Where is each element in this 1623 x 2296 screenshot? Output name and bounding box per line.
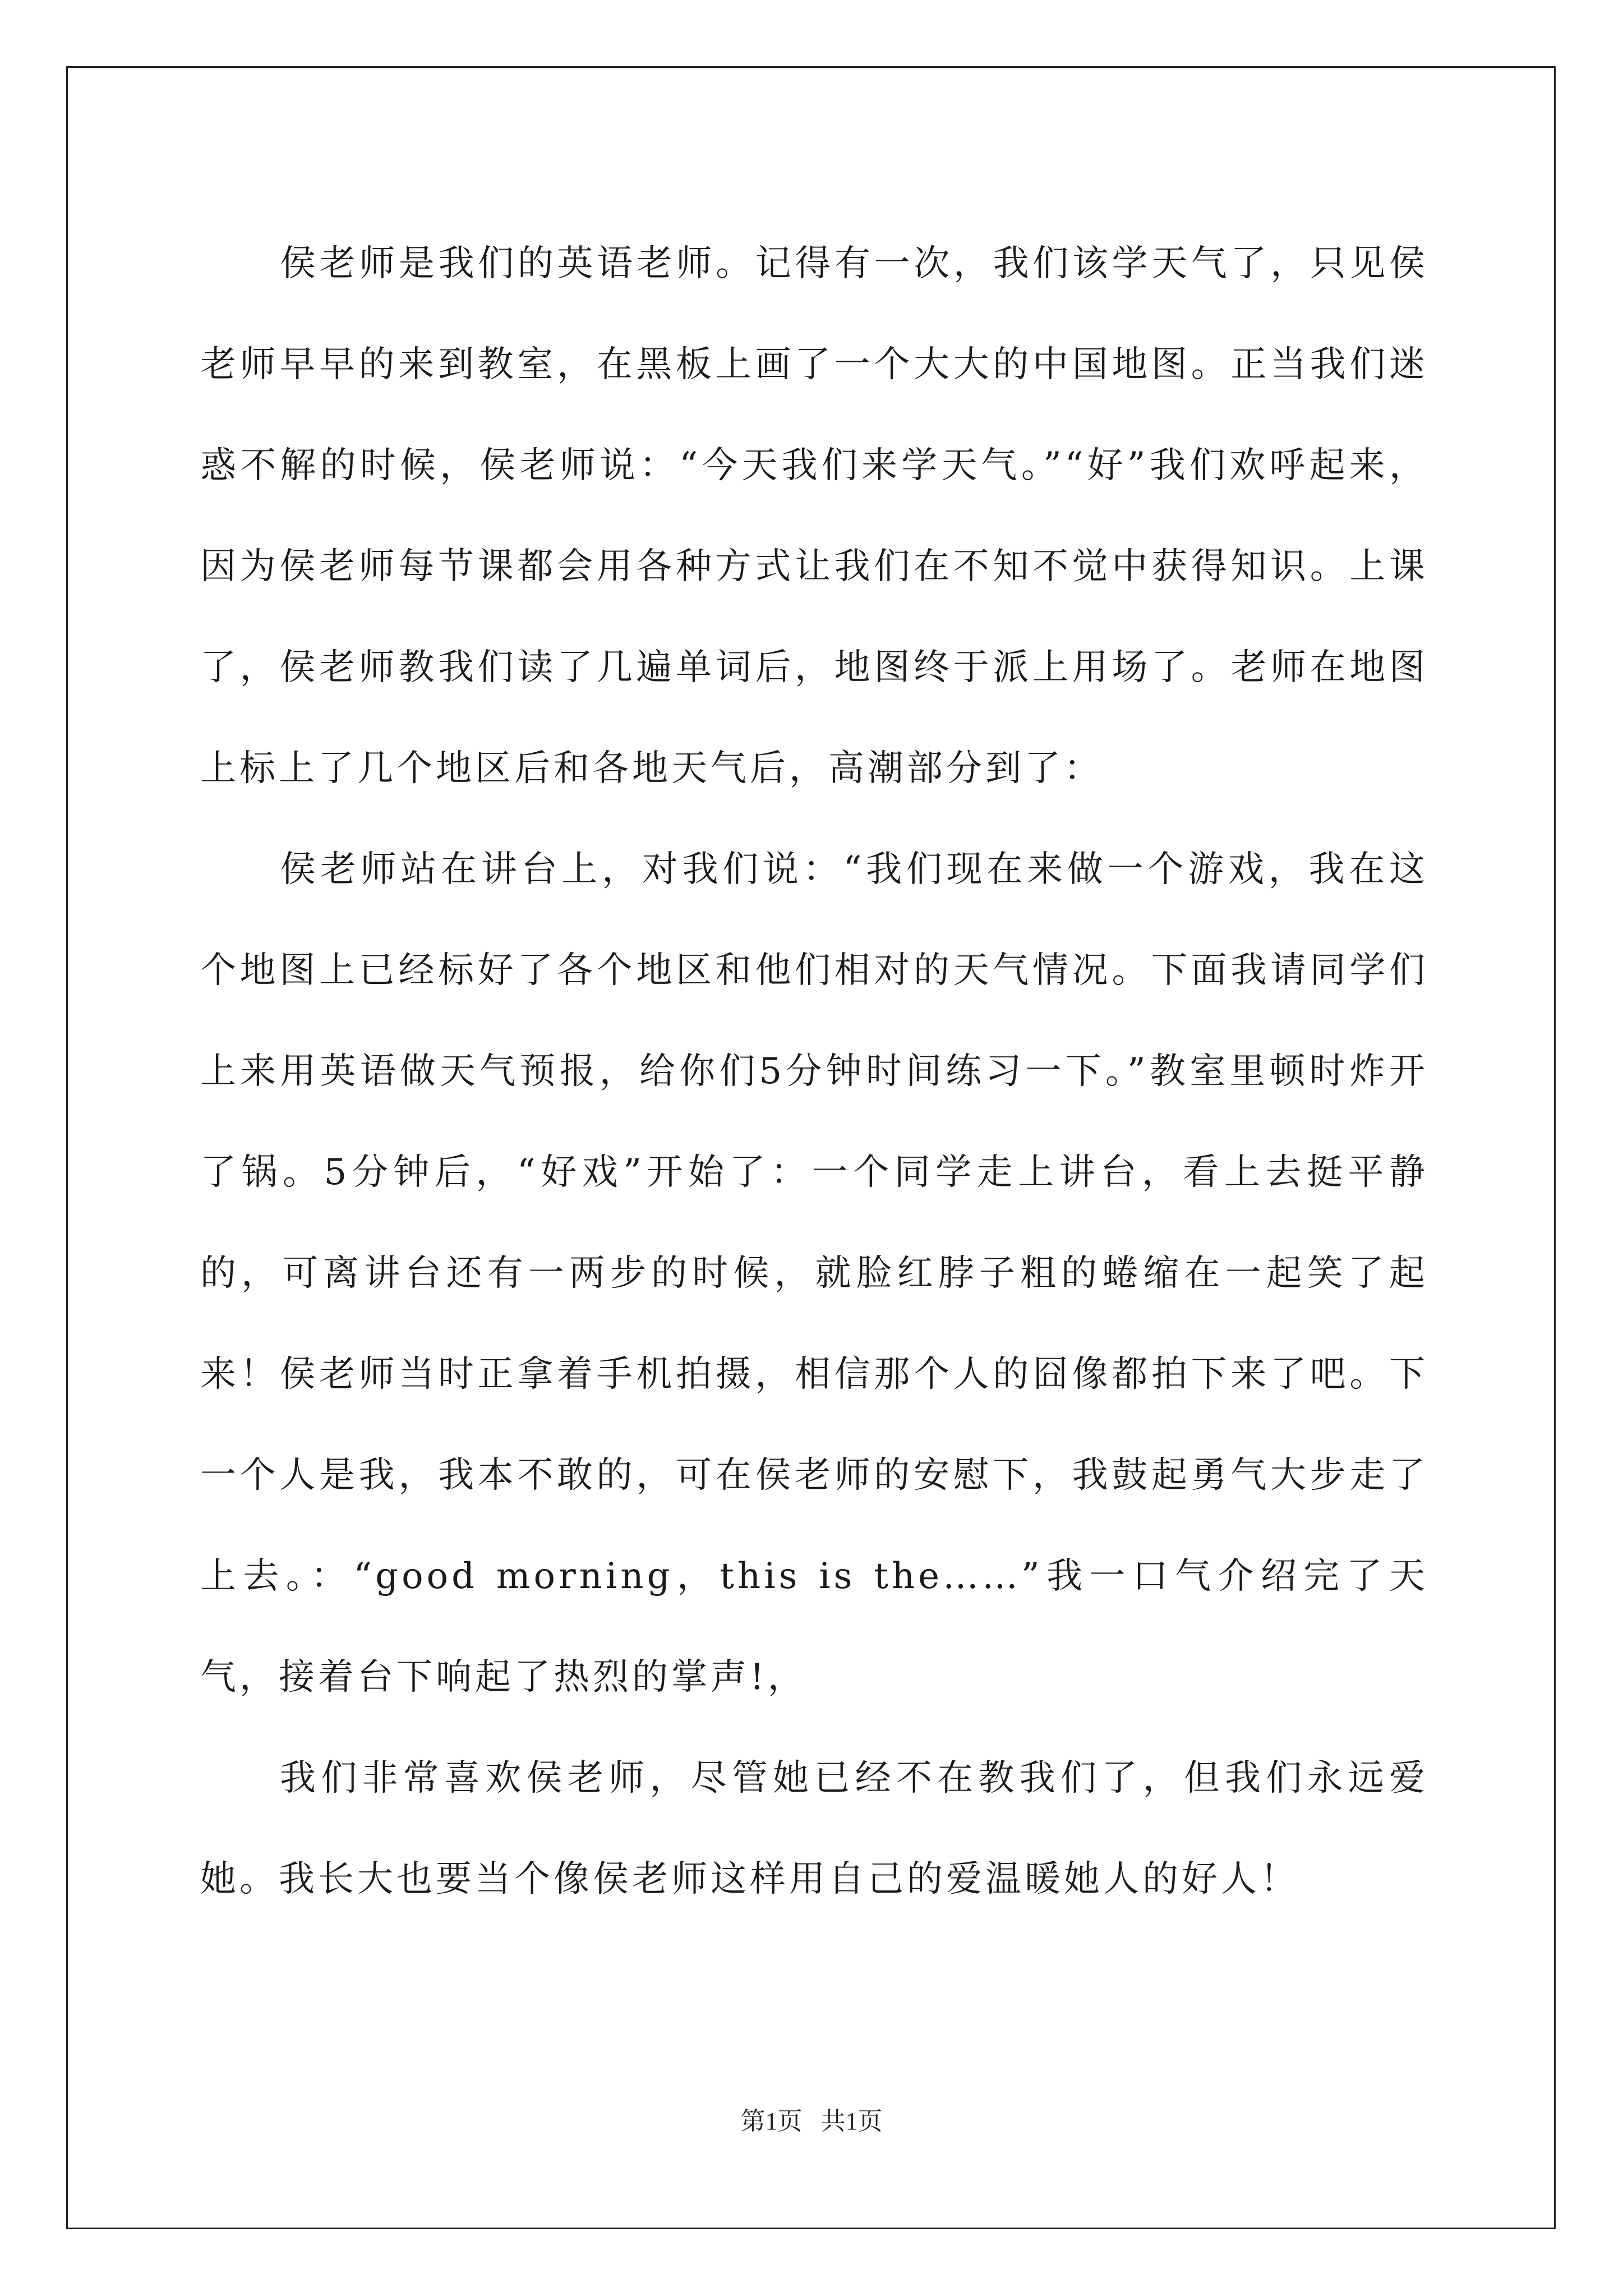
document-body [200, 213, 1428, 1930]
paragraph-1: 侯老师是我们的英语老师。记得有一次，我们该学天气了，只见侯老师早早的来到教室，在黑板上画了一个大大的中国地图。正当我们迷惑不解的时候，侯老师说：“今天我们来学天气。”“好”我们欢呼起来，因为侯老师每节课都会用各种方式让我们在不知不觉中获得知识。上课了，侯老师教我们读了几遍单词后，地图终于派上用场了。老师在地图上标上了几个地区后和各地天气后，高潮部分到了： [200, 243, 1428, 789]
page-number-footer: 第1页 共1页 [740, 2108, 883, 2135]
paragraph-2: 侯老师站在讲台上，对我们说：“我们现在来做一个游戏，我在这个地图上已经标好了各个地区和他们相对的天气情况。下面我请同学们上来用英语做天气预报，给你们5分钟时间练习一下。”教室里顿时炸开了锅。5分钟后，“好戏”开始了：一个同学走上讲台，看上去挺平静的，可离讲台还有一两步的时候，就脸红脖子粗的蜷缩在一起笑了起来！侯老师当时正拿着手机拍摄，相信那个人的囧像都拍下来了吧。下一个人是我，我本不敢的，可在侯老师的安慰下，我鼓起勇气大步走了上去。：“good morning，this is the……”我一口气介绍完了天气，接着台下响起了热烈的掌声!， [200, 849, 1428, 1698]
paragraph-3: 我们非常喜欢侯老师，尽管她已经不在教我们了，但我们永远爱她。我长大也要当个像侯老师这样用自己的爱温暖她人的好人！ [200, 1757, 1428, 1900]
